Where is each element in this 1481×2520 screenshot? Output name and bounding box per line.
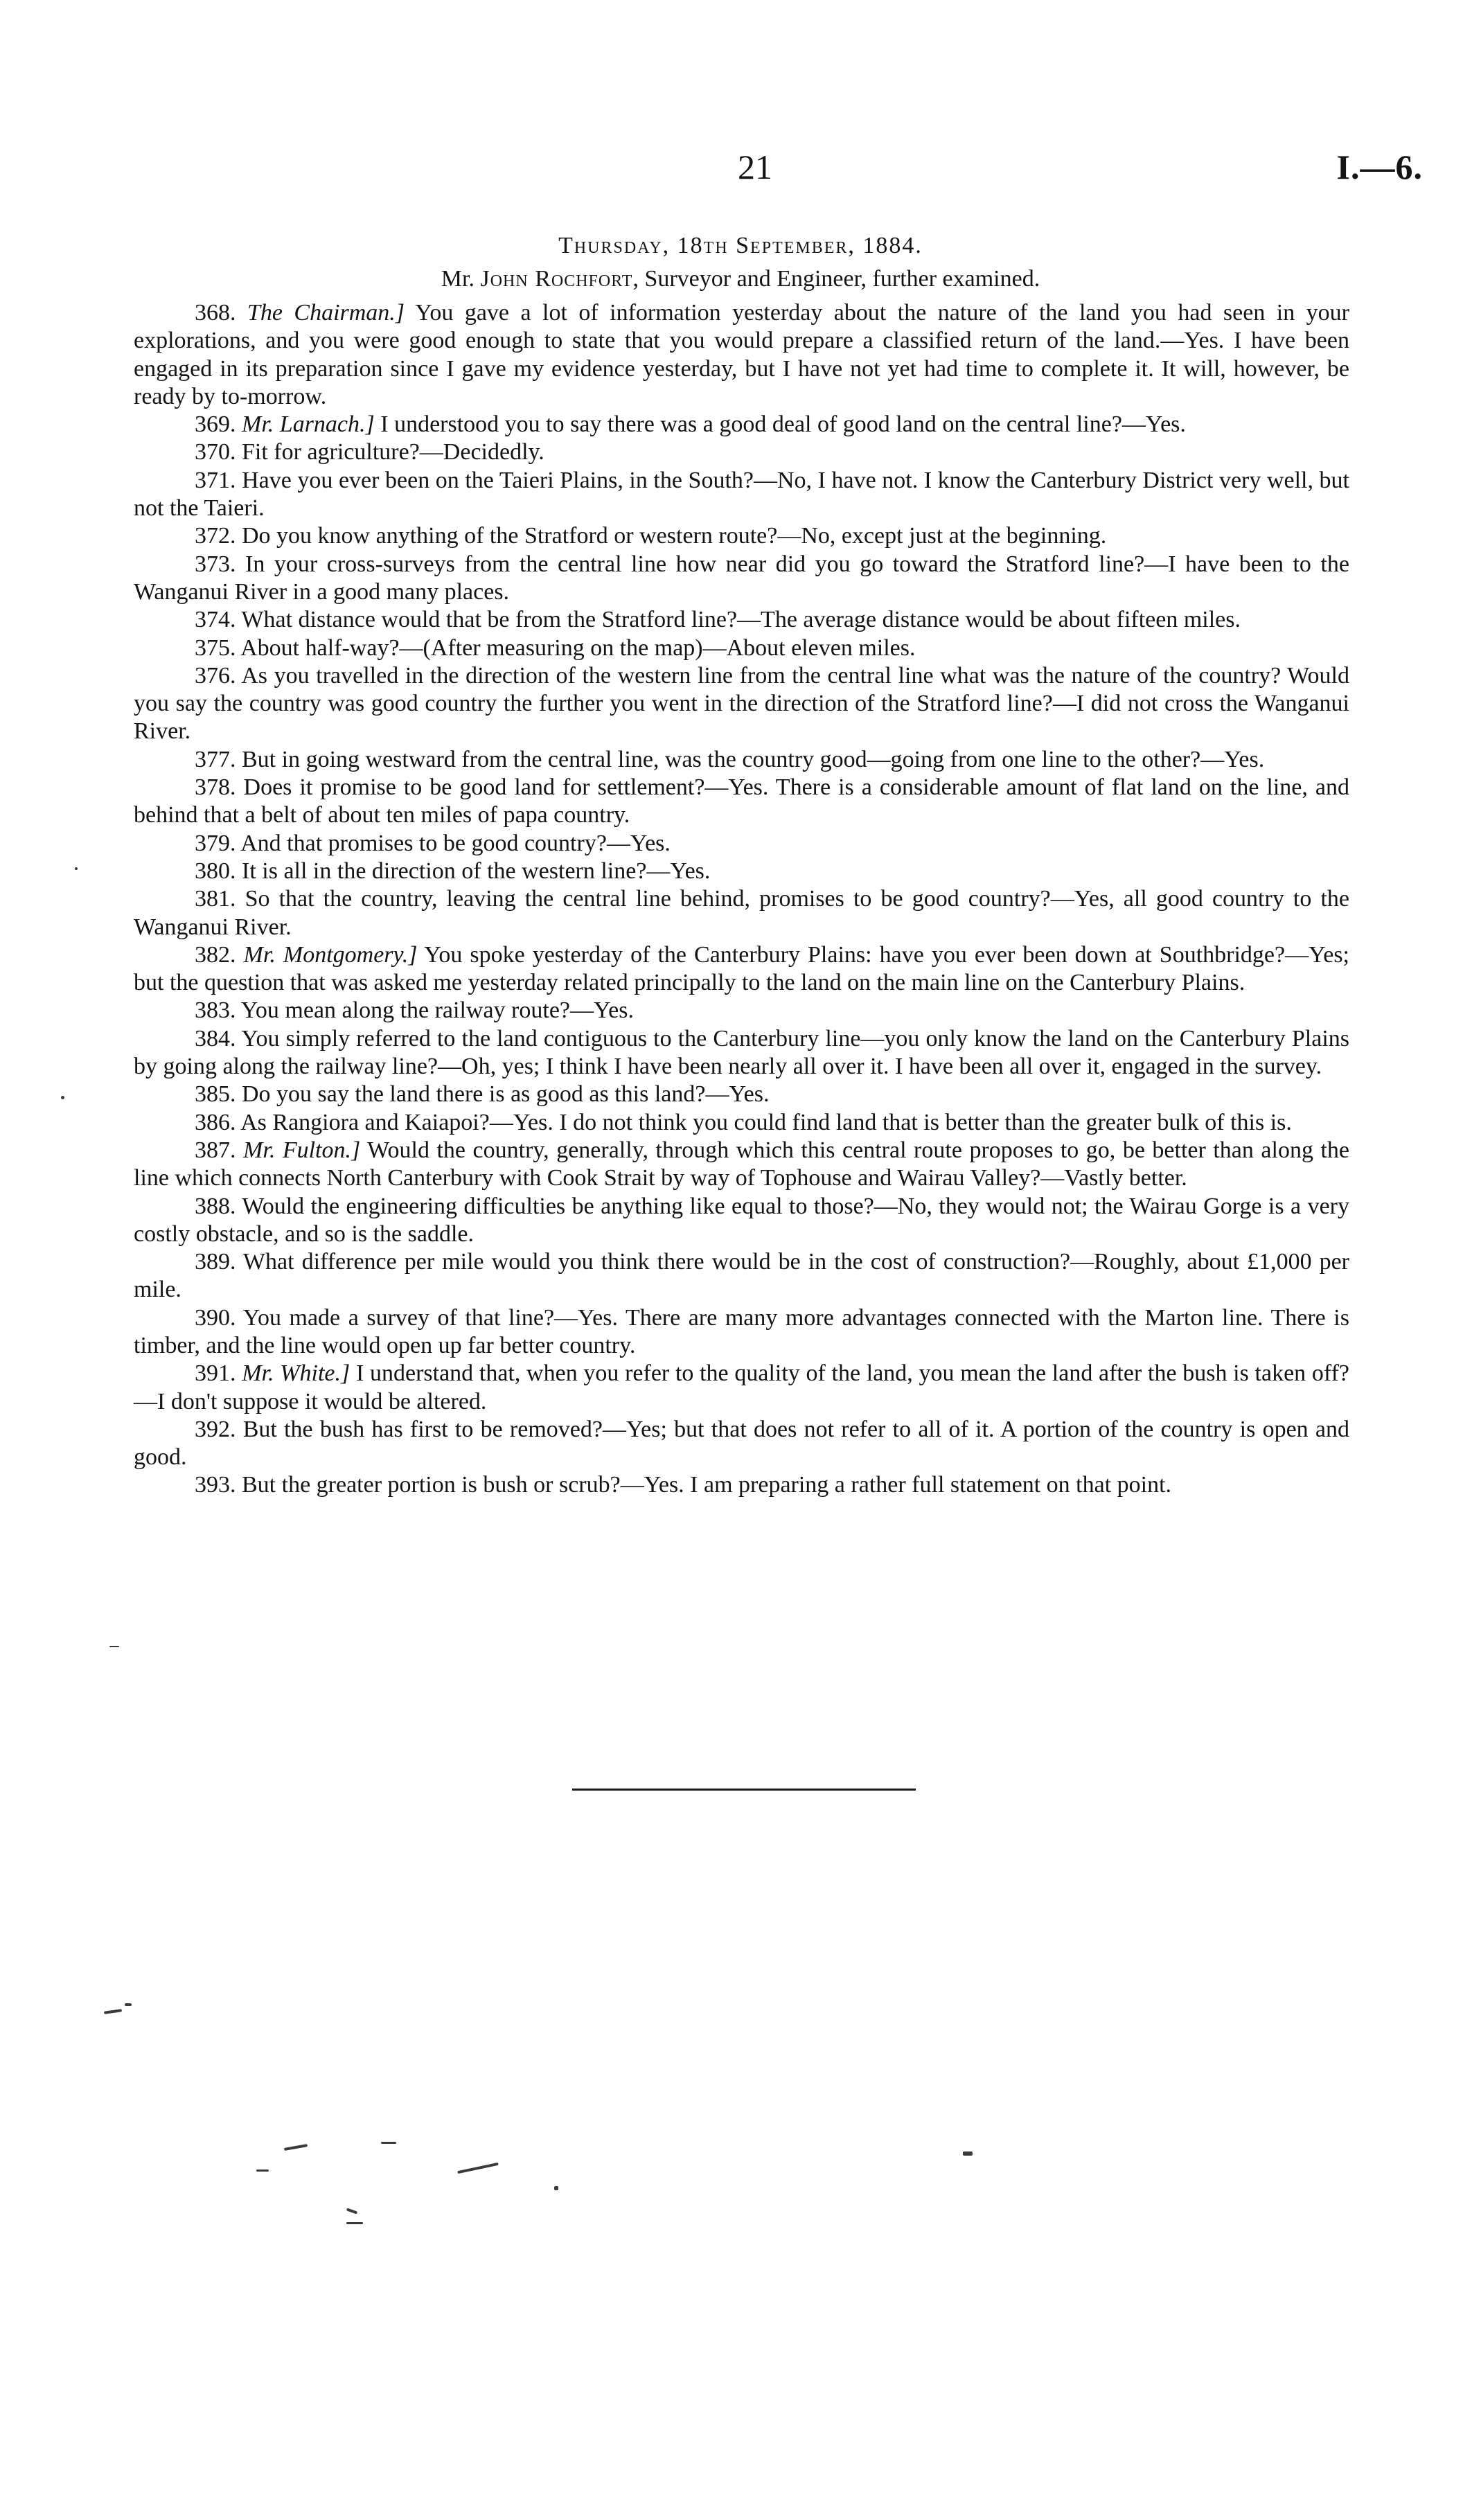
question-and-answer-text: As Rangiora and Kaiapoi?—Yes. I do not think you could find land that is better than the greater bulk of this is. — [240, 1109, 1292, 1135]
question-and-answer-text: Would the engineering difficulties be anything like equal to those?—No, they would not; the Wairau Gorge is a very costly obstacle, and so is the saddle. — [134, 1193, 1349, 1247]
witness-prefix: Mr. — [441, 266, 481, 292]
question-and-answer-text: I understand that, when you refer to the quality of the land, you mean the land after the bush is taken off?—I don't suppose it would be altered. — [134, 1360, 1350, 1414]
question-paragraph — [134, 1193, 1349, 1249]
question-and-answer-text: Have you ever been on the Taieri Plains, in the South?—No, I have not. I know the Canterbury District very well, but not the Taieri. — [134, 467, 1350, 522]
question-paragraph — [134, 746, 1349, 774]
question-number: 391. — [195, 1360, 236, 1387]
question-number: 371. — [195, 467, 236, 493]
question-paragraph — [134, 606, 1349, 634]
question-number: 379. — [195, 830, 236, 856]
question-and-answer-text: But the bush has first to be removed?—Yes; but that does not refer to all of it. A portion of the country is open and good. — [134, 1416, 1350, 1471]
questioner-name: The Chairman.] — [247, 300, 405, 326]
scan-speck — [109, 1646, 119, 1647]
question-paragraph — [134, 774, 1349, 830]
question-and-answer-text: Does it promise to be good land for settlement?—Yes. There is a considerable amount of flat land on the line, and behind that a belt of about ten miles of papa country. — [134, 774, 1349, 828]
scan-speck — [346, 2222, 363, 2224]
question-number: 376. — [195, 662, 236, 689]
question-number: 377. — [195, 746, 236, 772]
question-and-answer-text: You simply referred to the land contiguous to the Canterbury line—you only know the land on the Canterbury Plains by going along the railway line?—Oh, yes; I think I have been nearly all over it. I have been all over it, engaged in the survey. — [134, 1025, 1349, 1080]
witness-heading — [0, 266, 1481, 292]
question-paragraph — [134, 1360, 1349, 1416]
question-and-answer-text: But the greater portion is bush or scrub?—Yes. I am preparing a rather full statement on that point. — [242, 1472, 1172, 1498]
question-paragraph — [134, 1109, 1349, 1137]
question-paragraph — [134, 941, 1349, 997]
question-paragraph — [134, 885, 1349, 941]
witness-description: , Surveyor and Engineer, further examined. — [632, 266, 1040, 292]
scan-speck — [256, 2169, 269, 2172]
question-and-answer-text: As you travelled in the direction of the western line from the central line what was the nature of the country? Would you say the country was good country the further you went in the direction of the Stratford line?—I did not cross the Wanganui River. — [134, 662, 1350, 745]
question-paragraph — [134, 1248, 1349, 1304]
questioner-name: Mr. White.] — [242, 1360, 351, 1387]
scan-speck — [104, 2009, 122, 2014]
scan-speck — [963, 2151, 973, 2156]
question-and-answer-text: I understood you to say there was a good deal of good land on the central line?—Yes. — [374, 411, 1186, 438]
question-and-answer-text: You gave a lot of information yesterday about the nature of the land you had seen in your explorations, and you were good enough to state that you would prepare a classified return of the land.—Yes. I have been engaged in its preparation since I gave my evidence yesterday, but I have not yet had time to complete it. It will, however, be ready by to-morrow. — [134, 300, 1349, 409]
question-and-answer-text: What difference per mile would you think there would be in the cost of construction?—Roughly, about £1,000 per mile. — [134, 1249, 1350, 1303]
question-paragraph — [134, 411, 1349, 438]
witness-name: John Rochfort — [480, 266, 633, 292]
question-paragraph — [134, 467, 1349, 523]
scan-speck — [457, 2163, 499, 2174]
question-paragraph — [134, 551, 1349, 607]
question-paragraph — [134, 522, 1349, 550]
question-and-answer-text: You spoke yesterday of the Canterbury Plains: have you ever been down at Southbridge?—Yes; but the question that was asked me yesterday related principally to the land on the main line on the Canterbury Plains. — [134, 941, 1350, 996]
question-number: 375. — [195, 635, 236, 661]
questioner-name: Mr. Fulton.] — [243, 1137, 361, 1163]
question-paragraph — [134, 830, 1349, 858]
question-number: 386. — [195, 1109, 236, 1135]
question-number: 387. — [195, 1137, 236, 1163]
question-and-answer-text: But in going westward from the central line, was the country good—going from one line to the other?—Yes. — [242, 746, 1265, 772]
question-and-answer-text: So that the country, leaving the central line behind, promises to be good country?—Yes, all good country to the Wanganui River. — [134, 886, 1349, 940]
scan-speck — [554, 2186, 558, 2190]
question-number: 383. — [195, 997, 236, 1024]
question-and-answer-text: You made a survey of that line?—Yes. There are many more advantages connected with the Marton line. There is timber, and the line would open up far better country. — [134, 1304, 1349, 1358]
question-number: 368. — [195, 300, 236, 326]
section-end-rule — [572, 1789, 916, 1791]
question-paragraph — [134, 997, 1349, 1024]
question-and-answer-text: What distance would that be from the Stratford line?—The average distance would be about fifteen miles. — [241, 607, 1241, 633]
question-number: 385. — [195, 1081, 236, 1108]
question-paragraph — [134, 635, 1349, 662]
question-number: 382. — [195, 941, 236, 968]
questioner-name: Mr. Montgomery.] — [243, 941, 418, 968]
question-number: 380. — [195, 858, 236, 884]
page-number: 21 — [738, 148, 772, 186]
question-and-answer-text: You mean along the railway route?—Yes. — [240, 997, 634, 1024]
question-number: 381. — [195, 886, 236, 912]
question-and-answer-text: And that promises to be good country?—Yes. — [240, 830, 671, 856]
question-number: 389. — [195, 1249, 236, 1275]
question-paragraph — [134, 1025, 1349, 1081]
question-paragraph — [134, 858, 1349, 885]
question-number: 369. — [195, 411, 236, 438]
evidence-body — [134, 299, 1349, 1500]
document-reference: I.—6. — [1336, 148, 1423, 186]
question-number: 370. — [195, 439, 236, 465]
scan-speck — [346, 2208, 357, 2214]
question-number: 378. — [195, 774, 236, 801]
question-number: 390. — [195, 1304, 236, 1331]
question-number: 372. — [195, 523, 236, 549]
scan-speck — [61, 1096, 64, 1099]
question-number: 374. — [195, 607, 236, 633]
sitting-date-heading: Thursday, 18th September, 1884. — [558, 233, 923, 258]
scan-speck — [284, 2144, 308, 2151]
scan-speck — [75, 867, 78, 870]
scan-speck — [381, 2142, 396, 2144]
question-paragraph — [134, 1081, 1349, 1108]
question-number: 392. — [195, 1416, 236, 1442]
question-paragraph — [134, 1416, 1349, 1472]
question-paragraph — [134, 299, 1349, 411]
question-number: 384. — [195, 1025, 236, 1052]
scan-speck — [125, 2003, 132, 2006]
question-number: 393. — [195, 1472, 236, 1498]
question-paragraph — [134, 438, 1349, 466]
question-and-answer-text: About half-way?—(After measuring on the map)—About eleven miles. — [240, 635, 916, 661]
question-paragraph — [134, 1137, 1349, 1193]
question-number: 373. — [195, 551, 236, 577]
question-and-answer-text: Do you know anything of the Stratford or western route?—No, except just at the beginning. — [242, 523, 1107, 549]
question-and-answer-text: It is all in the direction of the western line?—Yes. — [242, 858, 711, 884]
question-and-answer-text: Do you say the land there is as good as this land?—Yes. — [242, 1081, 770, 1108]
question-paragraph — [134, 1471, 1349, 1499]
questioner-name: Mr. Larnach.] — [242, 411, 375, 438]
question-paragraph — [134, 662, 1349, 746]
question-paragraph — [134, 1304, 1349, 1360]
question-and-answer-text: Fit for agriculture?—Decidedly. — [242, 439, 544, 465]
question-and-answer-text: Would the country, generally, through which this central route proposes to go, be better than along the line which connects North Canterbury with Cook Strait by way of Tophouse and Wairau Valley?—Vastly better. — [134, 1137, 1350, 1191]
question-and-answer-text: In your cross-surveys from the central line how near did you go toward the Stratford line?—I have been to the Wanganui River in a good many places. — [134, 551, 1349, 605]
question-number: 388. — [195, 1193, 236, 1219]
